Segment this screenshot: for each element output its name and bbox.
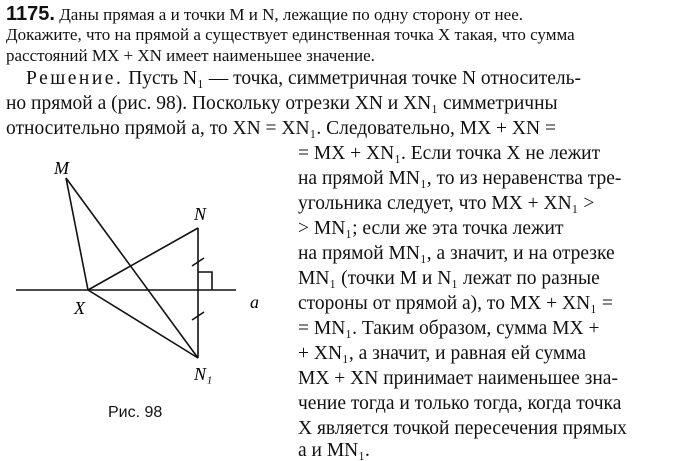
problem-number: 1175. — [6, 3, 55, 25]
label-X: X — [74, 298, 85, 318]
solution-line-9: MN₁ (точки M и N₁ лежат по разные — [298, 268, 600, 289]
geometry-figure — [14, 148, 280, 398]
solution-line-16: a и MN₁. — [298, 440, 370, 461]
solution-line-3: относительно прямой a, то XN = XN₁. Следовательно, MX + XN = — [6, 118, 556, 139]
solution-line-14: чение тогда и только тогда, когда точка — [298, 393, 622, 414]
right-angle-mark — [198, 272, 212, 290]
solution-line-1: Решение. Пусть N₁ — точка, симметричная точке N относитель- — [26, 68, 581, 89]
solution-line-13: MX + XN принимает наименьшее зна- — [298, 368, 618, 389]
problem-line-1: 1175. Даны прямая a и точки M и N, лежащие по одну сторону от нее. — [6, 3, 523, 25]
label-N: N — [194, 204, 207, 224]
solution-heading: Решение. — [26, 68, 124, 89]
solution-line-15: X является точкой пересечения прямых — [298, 418, 627, 439]
solution-line-10: стороны от прямой a), то MX + XN₁ = — [298, 293, 613, 314]
label-M: M — [54, 158, 69, 178]
solution-line-2: но прямой a (рис. 98). Поскольку отрезки XN и XN₁ симметричны — [6, 93, 558, 114]
solution-line-7: > MN₁; если же эта точка лежит — [298, 218, 564, 239]
label-N1: N₁ — [194, 364, 213, 384]
solution-line-5: на прямой MN₁, то из неравенства тре- — [298, 168, 622, 189]
solution-line-8: на прямой MN₁, а значит, и на отрезке — [298, 243, 615, 264]
solution-line-6: угольника следует, что MX + XN₁ > — [298, 193, 595, 214]
segment-MX — [66, 178, 88, 290]
problem-line-2: Докажите, что на прямой a существует единственная точка X такая, что сумма — [6, 25, 575, 44]
solution-line-4: = MX + XN₁. Если точка X не лежит — [298, 143, 601, 164]
figure-caption: Рис. 98 — [108, 404, 163, 421]
segment-XN1 — [88, 290, 198, 358]
segment-MN1 — [66, 178, 198, 358]
problem-line-3: расстояний MX + XN имеет наименьшее значение. — [6, 46, 375, 65]
segment-XN — [88, 228, 198, 290]
label-a: a — [250, 292, 259, 312]
solution-line-12: + XN₁, а значит, и равная ей сумма — [298, 343, 587, 364]
solution-line-11: = MN₁. Таким образом, сумма MX + — [298, 318, 600, 339]
